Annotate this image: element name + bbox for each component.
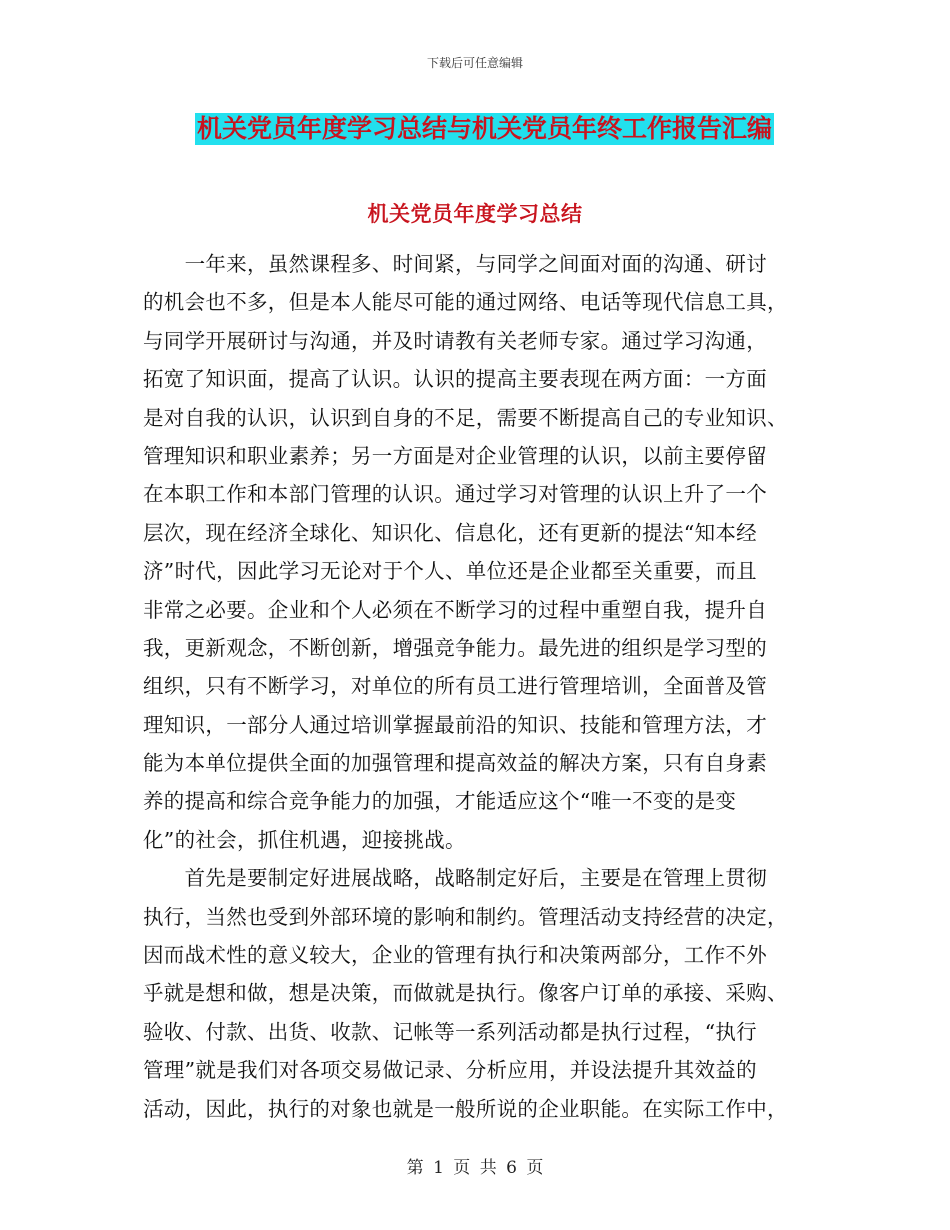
text-line: 非常之必要。企业和个人必须在不断学习的过程中重塑自我，提升自 xyxy=(143,597,767,622)
text-line: 管理”就是我们对各项交易做记录、分析应用，并设法提升其效益的 xyxy=(143,1058,757,1083)
text-line: 理知识，一部分人通过培训掌握最前沿的知识、技能和管理方法，才 xyxy=(143,712,767,737)
text-line: 在本职工作和本部门管理的认识。通过学习对管理的认识上升了一个 xyxy=(143,482,767,507)
text-line: 首先是要制定好进展战略，战略制定好后，主要是在管理上贯彻 xyxy=(143,866,767,891)
paragraph-2 xyxy=(143,859,803,1128)
text-line: 乎就是想和做，想是决策，而做就是执行。像客户订单的承接、采购、 xyxy=(143,981,788,1006)
text-line: 养的提高和综合竞争能力的加强，才能适应这个“唯一不变的是变 xyxy=(143,789,737,814)
text-line: 验收、付款、出货、收款、记帐等一系列活动都是执行过程，“执行 xyxy=(143,1019,757,1044)
body-text xyxy=(143,245,803,1128)
text-line: 执行，当然也受到外部环境的影响和制约。管理活动支持经营的决定， xyxy=(143,904,788,929)
document-title: 机关党员年度学习总结与机关党员年终工作报告汇编 xyxy=(197,114,773,143)
text-line: 因而战术性的意义较大，企业的管理有执行和决策两部分，工作不外 xyxy=(143,943,767,968)
text-line: 层次，现在经济全球化、知识化、信息化，还有更新的提法“知本经 xyxy=(143,520,757,545)
text-line: 活动，因此，执行的对象也就是一般所说的企业职能。在实际工作中， xyxy=(143,1096,788,1121)
section-title: 机关党员年度学习总结 xyxy=(367,202,583,226)
text-line: 济”时代，因此学习无论对于个人、单位还是企业都至关重要，而且 xyxy=(143,559,757,584)
text-line: 组织，只有不断学习，对单位的所有员工进行管理培训，全面普及管 xyxy=(143,674,767,699)
text-line: 管理知识和职业素养；另一方面是对企业管理的认识，以前主要停留 xyxy=(143,443,767,468)
text-line: 与同学开展研讨与沟通，并及时请教有关老师专家。通过学习沟通， xyxy=(143,328,767,353)
text-line: 能为本单位提供全面的加强管理和提高效益的解决方案，只有自身素 xyxy=(143,751,767,776)
text-line: 的机会也不多，但是本人能尽可能的通过网络、电话等现代信息工具， xyxy=(143,290,788,315)
text-line: 我，更新观念，不断创新，增强竞争能力。最先进的组织是学习型的 xyxy=(143,635,767,660)
page-number-footer: 第 1 页 共 6 页 xyxy=(406,1158,544,1178)
text-line: 拓宽了知识面，提高了认识。认识的提高主要表现在两方面：一方面 xyxy=(143,367,767,392)
text-line: 是对自我的认识，认识到自身的不足，需要不断提高自己的专业知识、 xyxy=(143,405,788,430)
text-line: 一年来，虽然课程多、时间紧，与同学之间面对面的沟通、研讨 xyxy=(143,252,767,276)
text-line: 化”的社会，抓住机遇，迎接挑战。 xyxy=(143,827,466,852)
paragraph-1 xyxy=(143,245,803,859)
header-note: 下载后可任意编辑 xyxy=(426,56,523,70)
